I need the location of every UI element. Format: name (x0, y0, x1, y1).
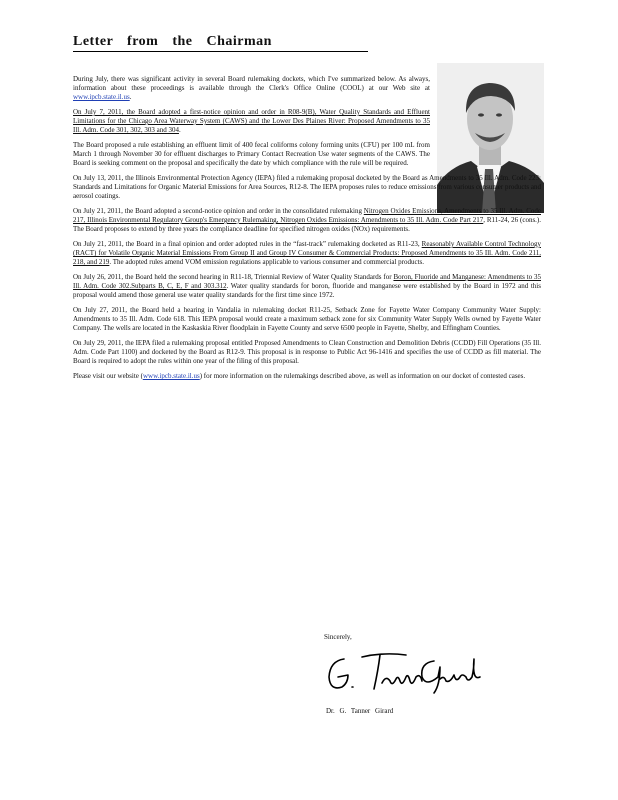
paragraph-text: On July 29, 2011, the IEPA filed a rulemaking proposal entitled Proposed Amendments to Clean Construction and Demolition Debris (CCDD) Fill Operations (35 Ill. Adm. Code Part 1100) and docketed by the Board as R12-9. This proposal is in response to Public Act 96-1416 and specifies the use of CCDD as fill material. The Board is required to adopt the rules within one year of the filing of this proposal. (73, 339, 541, 365)
paragraph-text: During July, there was significant activity in several Board rulemaking dockets, which I've summarized below. As always, information about these proceedings is available through the Clerk's Office Online (COOL) at our Web site at (73, 75, 430, 92)
signature-block (324, 633, 524, 715)
closing-text: Sincerely, (324, 633, 352, 641)
website-link[interactable]: www.ipcb.state.il.us (73, 93, 130, 101)
rule-title: Boron, Fluoride and Manganese: Amendments to 35 Ill. Adm. Code 302.Subparts B, C, E, F and 303.312 (73, 273, 541, 290)
paragraph (73, 108, 430, 135)
paragraph-text: On July 13, 2011, the Illinois Environmental Protection Agency (IEPA) filed a rulemaking proposal docketed by the Board as Amendments to 35 Ill. Adm. Code 223: Standards and Limitations for Organic Material Emissions for Area Sources, R12-8. The IEPA proposes rules to reduce emissions from various consumer products and aerosol coatings. (73, 174, 541, 200)
paragraph (73, 372, 541, 381)
paragraph-text: On July 26, 2011, the Board held the second hearing in R11-18, Triennial Review of Water Quality Standards for (73, 273, 394, 281)
paragraph (73, 273, 541, 300)
paragraph-text: , R11-24, 26 (cons.). The Board proposes to extend by three years the compliance deadline for specified nitrogen oxides (NOx) requirements. (73, 216, 541, 233)
paragraph-text: . (178, 126, 181, 134)
paragraph-text: On July 27, 2011, the Board held a hearing in Vandalia in rulemaking docket R11-25, Setback Zone for Fayette Water Company Community Water Supply: Amendments to 35 Ill. Adm. Code 618. This IEPA proposal would create a maximum setback zone for six Community Water Supply Wells owned by Fayette Water Company. The wells are located in the Kaskaskia River floodplain in Fayette County and serve 6500 people in Fayette, Shelby, and Effingham Counties. (73, 306, 541, 332)
rule-title: Nitrogen Oxides Emissions, Amendments to 35 Ill. Adm. Code 217, Illinois Environmental Regulatory Group's Emergency Rulemaking, Nitrogen Oxides Emissions: Amendments to 35 Ill. Adm. Code Part 217 (73, 207, 541, 224)
letter-title: Letter from the Chairman (73, 34, 368, 52)
paragraph (73, 339, 541, 366)
paragraph (73, 240, 541, 267)
paragraph-text: On July 21, 2011, the Board adopted a second-notice opinion and order in the consolidated rulemaking (73, 207, 364, 215)
rule-title: Reasonably Available Control Technology (RACT) for Volatile Organic Material Emissions From Group II and Group IV Consumer & Commercial Products: Proposed Amendments to 35 Ill. Adm. Code 211, 218, and 219 (73, 240, 541, 266)
letter-body (73, 75, 541, 387)
paragraph-text: ) for more information on the rulemakings described above, as well as information on our docket of contested cases. (199, 372, 526, 380)
paragraph-text: Please visit our website ( (73, 372, 143, 380)
paragraph (73, 75, 430, 102)
paragraph-text: The Board proposed a rule establishing an effluent limit of 400 fecal coliforms colony forming units (CFU) per 100 mL from March 1 through November 30 for effluent discharges to Primary Contact Recreation Use water segments of the CAWS. The Board is seeking comment on the proposal and specifically the date by which compliance with the rule will be required. (73, 141, 430, 167)
handwritten-signature (322, 647, 492, 697)
paragraph-text: . Water quality standards for boron, fluoride and manganese were established by the Board in 1972 and this proposal would amend those general use water quality standards for the first time since 1972. (73, 282, 541, 299)
website-link[interactable]: www.ipcb.state.il.us (143, 372, 200, 380)
paragraph (73, 141, 430, 168)
paragraph-text: . The adopted rules amend VOM emission regulations applicable to various consumer and commercial products. (109, 258, 425, 266)
paragraph-text: . (129, 93, 132, 101)
paragraph (73, 207, 541, 234)
paragraph (73, 306, 541, 333)
paragraph (73, 174, 541, 201)
signer-name: Dr. G. Tanner Girard (326, 707, 394, 715)
paragraph-text: On July 21, 2011, the Board in a final opinion and order adopted rules in the “fast-track” rulemaking docketed as R11-23, (73, 240, 422, 248)
rule-title: On July 7, 2011, the Board adopted a first-notice opinion and order in R08-9(B), Water Quality Standards and Effluent Limitations for the Chicago Area Waterway System (CAWS) and the Lower Des Plaines River: Proposed Amendments to 35 Ill. Adm. Code 301, 302, 303 and 304 (73, 108, 430, 134)
